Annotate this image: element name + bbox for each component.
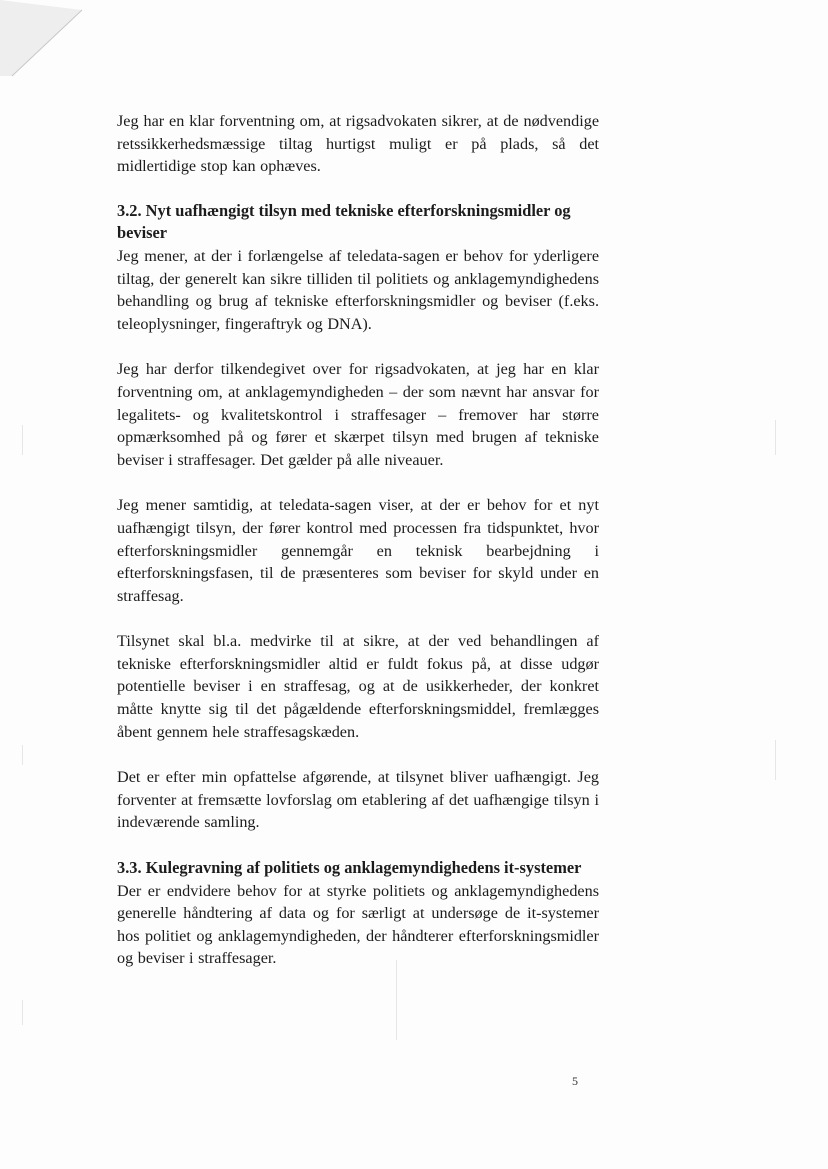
section-3-2-heading: 3.2. Nyt uafhængigt tilsyn med tekniske efterforskningsmidler og beviser — [117, 200, 571, 243]
document-body — [117, 110, 599, 970]
page-number: 5 — [572, 1074, 578, 1088]
scan-artifact-line — [775, 740, 776, 780]
intro-paragraph: Jeg har en klar forventning om, at rigsadvokaten sikrer, at de nødvendige retssikkerhedsmæssige tiltag hurtigst muligt er på plads, så det midlertidige stop kan ophæves. — [117, 112, 599, 176]
scan-artifact-line — [22, 1000, 23, 1025]
scan-artifact-line — [22, 425, 23, 455]
section-3-2-paragraph-4: Tilsynet skal bl.a. medvirke til at sikre, at der ved behandlingen af tekniske efterforskningsmidler altid er fuldt fokus på, at disse udgør potentielle beviser i en straffesag, og at de usikkerheder, der konkret måtte knytte sig til det pågældende efterforskningsmiddel, fremlægges åbent gennem hele straffesagskæden. — [117, 632, 599, 741]
folded-corner-mark — [0, 0, 90, 80]
scan-artifact-line — [22, 745, 23, 765]
scan-artifact-line — [775, 420, 776, 455]
section-3-2-paragraph-2: Jeg har derfor tilkendegivet over for rigsadvokaten, at jeg har en klar forventning om, at anklagemyndigheden – der som nævnt har ansvar for legalitets- og kvalitetskontrol i straffesager – fremover har større opmærksomhed på og fører et skærpet tilsyn med brugen af tekniske beviser i straffesager. Det gælder på alle niveauer. — [117, 360, 599, 469]
section-3-2-paragraph-3: Jeg mener samtidig, at teledata-sagen viser, at der er behov for et nyt uafhængigt tilsyn, der fører kontrol med processen fra tidspunktet, hvor efterforskningsmidler gennemgår en teknisk bearbejdning i efterforskningsfasen, til de præsenteres som beviser for skyld under en straffesag. — [117, 496, 599, 605]
section-3-2-paragraph-5: Det er efter min opfattelse afgørende, at tilsynet bliver uafhængigt. Jeg forventer at fremsætte lovforslag om etablering af det uafhængige tilsyn i indeværende samling. — [117, 768, 599, 832]
section-3-3-heading: 3.3. Kulegravning af politiets og anklagemyndighedens it-systemer — [117, 858, 582, 878]
scan-artifact-line — [396, 960, 397, 1040]
section-3-2-paragraph-1: Jeg mener, at der i forlængelse af teledata-sagen er behov for yderligere tiltag, der generelt kan sikre tilliden til politiets og anklagemyndighedens behandling og brug af tekniske efterforskningsmidler og beviser (f.eks. teleoplysninger, fingeraftryk og DNA). — [117, 246, 599, 333]
section-3-3-paragraph: Der er endvidere behov for at styrke politiets og anklagemyndighedens generelle håndtering af data og for særligt at undersøge de it-systemer hos politiet og anklagemyndigheden, der håndterer efterforskningsmidler og beviser i straffesager. — [117, 881, 599, 968]
